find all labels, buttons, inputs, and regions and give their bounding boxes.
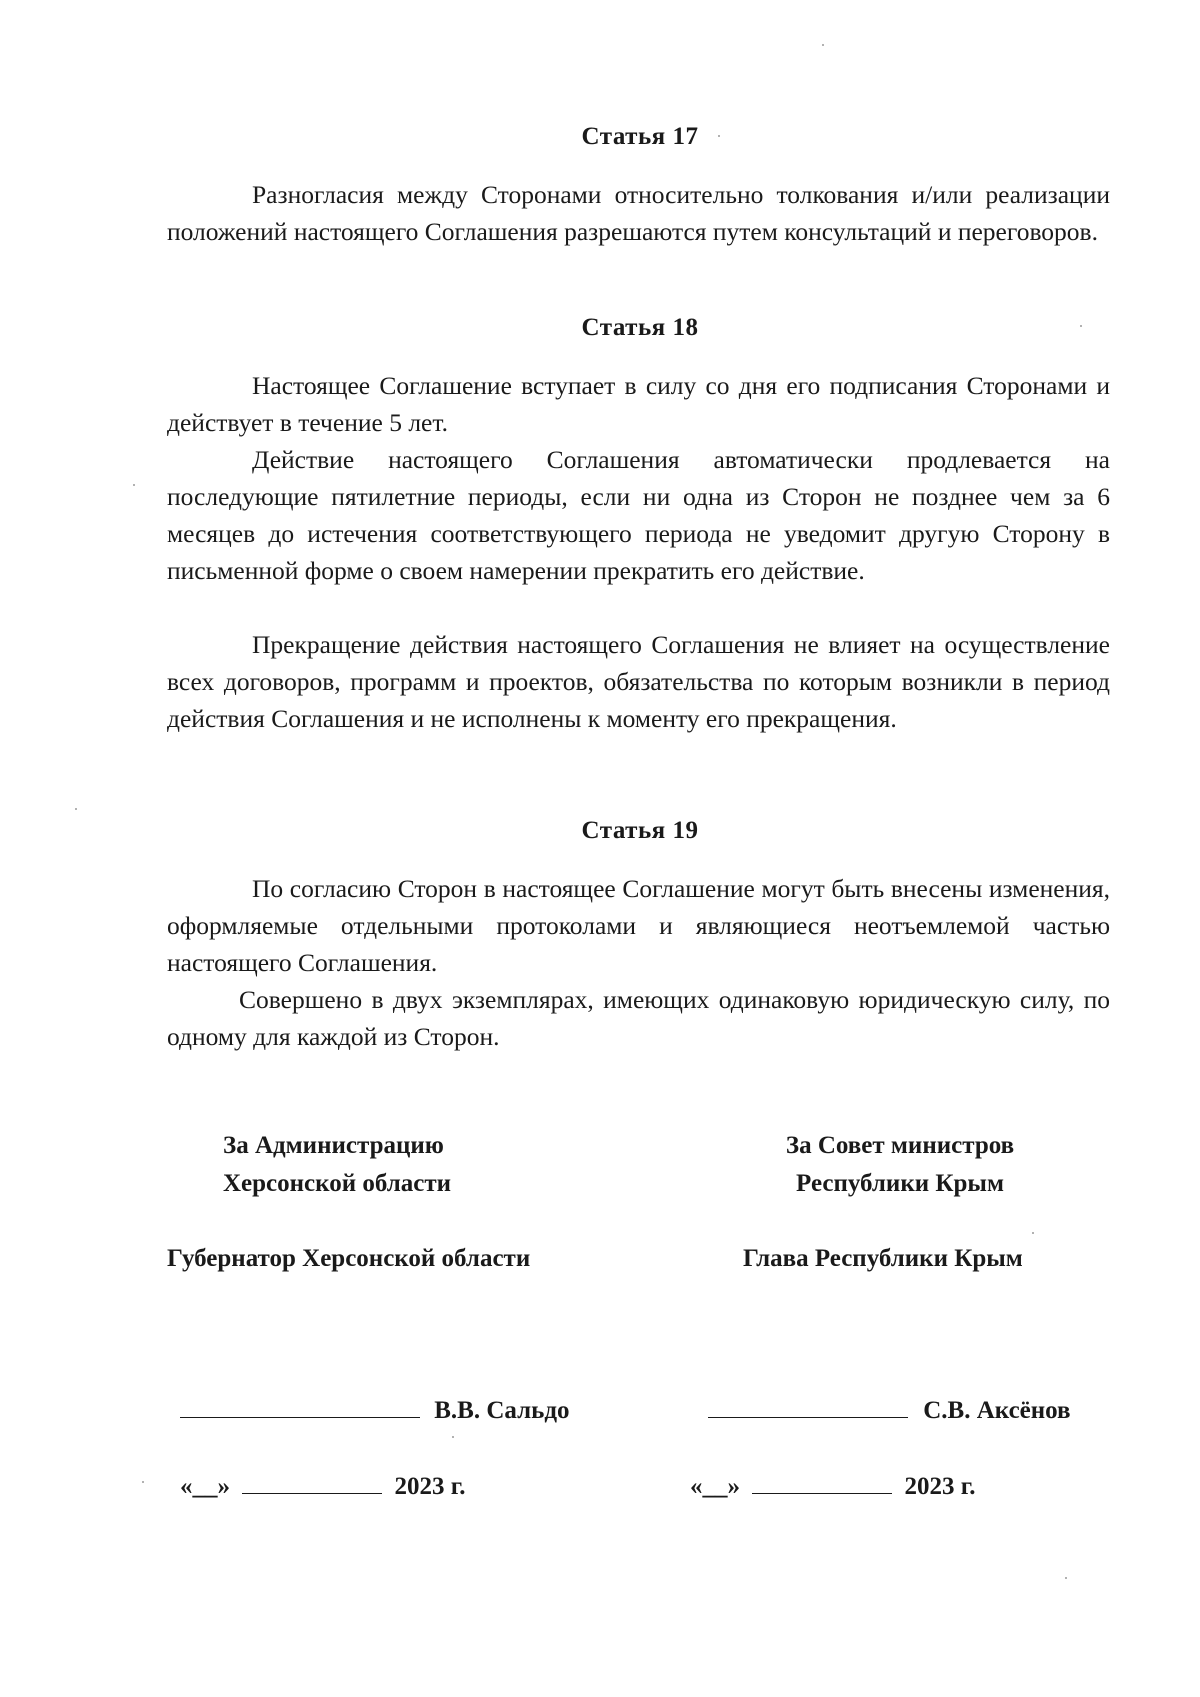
scan-speck: [133, 484, 135, 486]
scan-speck: [1065, 1577, 1067, 1579]
scan-speck: [822, 44, 824, 46]
left-signature-block: [180, 1392, 570, 1430]
left-party-line-1: За Администрацию: [223, 1132, 444, 1159]
scan-speck: [1032, 1232, 1034, 1234]
article-18-paragraph-3: Прекращение действия настоящего Соглашения не влияет на осуществление всех договоров, программ и проектов, обязательства по которым возникли в период действия Соглашения и не исполнены к моменту его прекращения.: [167, 630, 1110, 733]
right-signature-line: [708, 1395, 908, 1418]
closing-paragraph: Совершено в двух экземплярах, имеющих одинаковую юридическую силу, по одному для каждой из Сторон.: [167, 985, 1110, 1051]
article-19-paragraph-1: По согласию Сторон в настоящее Соглашение могут быть внесены изменения, оформляемые отдельными протоколами и являющиеся неотъемлемой частью настоящего Соглашения.: [167, 874, 1110, 977]
left-position: Губернатор Херсонской области: [167, 1245, 531, 1272]
right-date-year: 2023 г.: [904, 1473, 976, 1500]
left-date: [180, 1468, 466, 1506]
article-18-heading: Статья 18: [581, 314, 699, 341]
article-19-heading: Статья 19: [581, 817, 699, 844]
right-position: Глава Республики Крым: [743, 1245, 1023, 1272]
left-party-line-2: Херсонской области: [223, 1170, 452, 1197]
article-17-paragraph-1: Разногласия между Сторонами относительно толкования и/или реализации положений настоящего Соглашения разрешаются путем консультаций и переговоров.: [167, 180, 1110, 246]
left-date-year: 2023 г.: [394, 1473, 466, 1500]
right-date-month-blank: [752, 1471, 892, 1494]
right-signatory-name: С.В. Аксёнов: [923, 1397, 1071, 1424]
right-party-line-2: Республики Крым: [796, 1170, 1004, 1197]
article-18-paragraph-1: Настоящее Соглашение вступает в силу со дня его подписания Сторонами и действует в течение 5 лет.: [167, 371, 1110, 437]
article-17-heading: Статья 17: [581, 123, 699, 150]
scan-speck: [718, 135, 720, 137]
scan-speck: [142, 1481, 144, 1483]
scan-speck: [1080, 325, 1082, 327]
right-signature-block: [708, 1392, 1071, 1430]
scan-speck: [452, 1436, 454, 1438]
article-18-paragraph-2: Действие настоящего Соглашения автоматически продлевается на последующие пятилетние периоды, если ни одна из Сторон не позднее чем за 6 месяцев до истечения соответствующего периода не уведомит другую Сторону в письменной форме о своем намерении прекратить его действие.: [167, 445, 1110, 585]
left-date-day: «__»: [180, 1473, 230, 1500]
left-signature-line: [180, 1395, 420, 1418]
right-date-day: «__»: [690, 1473, 740, 1500]
left-date-month-blank: [242, 1471, 382, 1494]
left-signatory-name: В.В. Сальдо: [434, 1397, 570, 1424]
scan-speck: [75, 808, 77, 810]
right-party-line-1: За Совет министров: [785, 1132, 1015, 1159]
right-date: [690, 1468, 976, 1506]
